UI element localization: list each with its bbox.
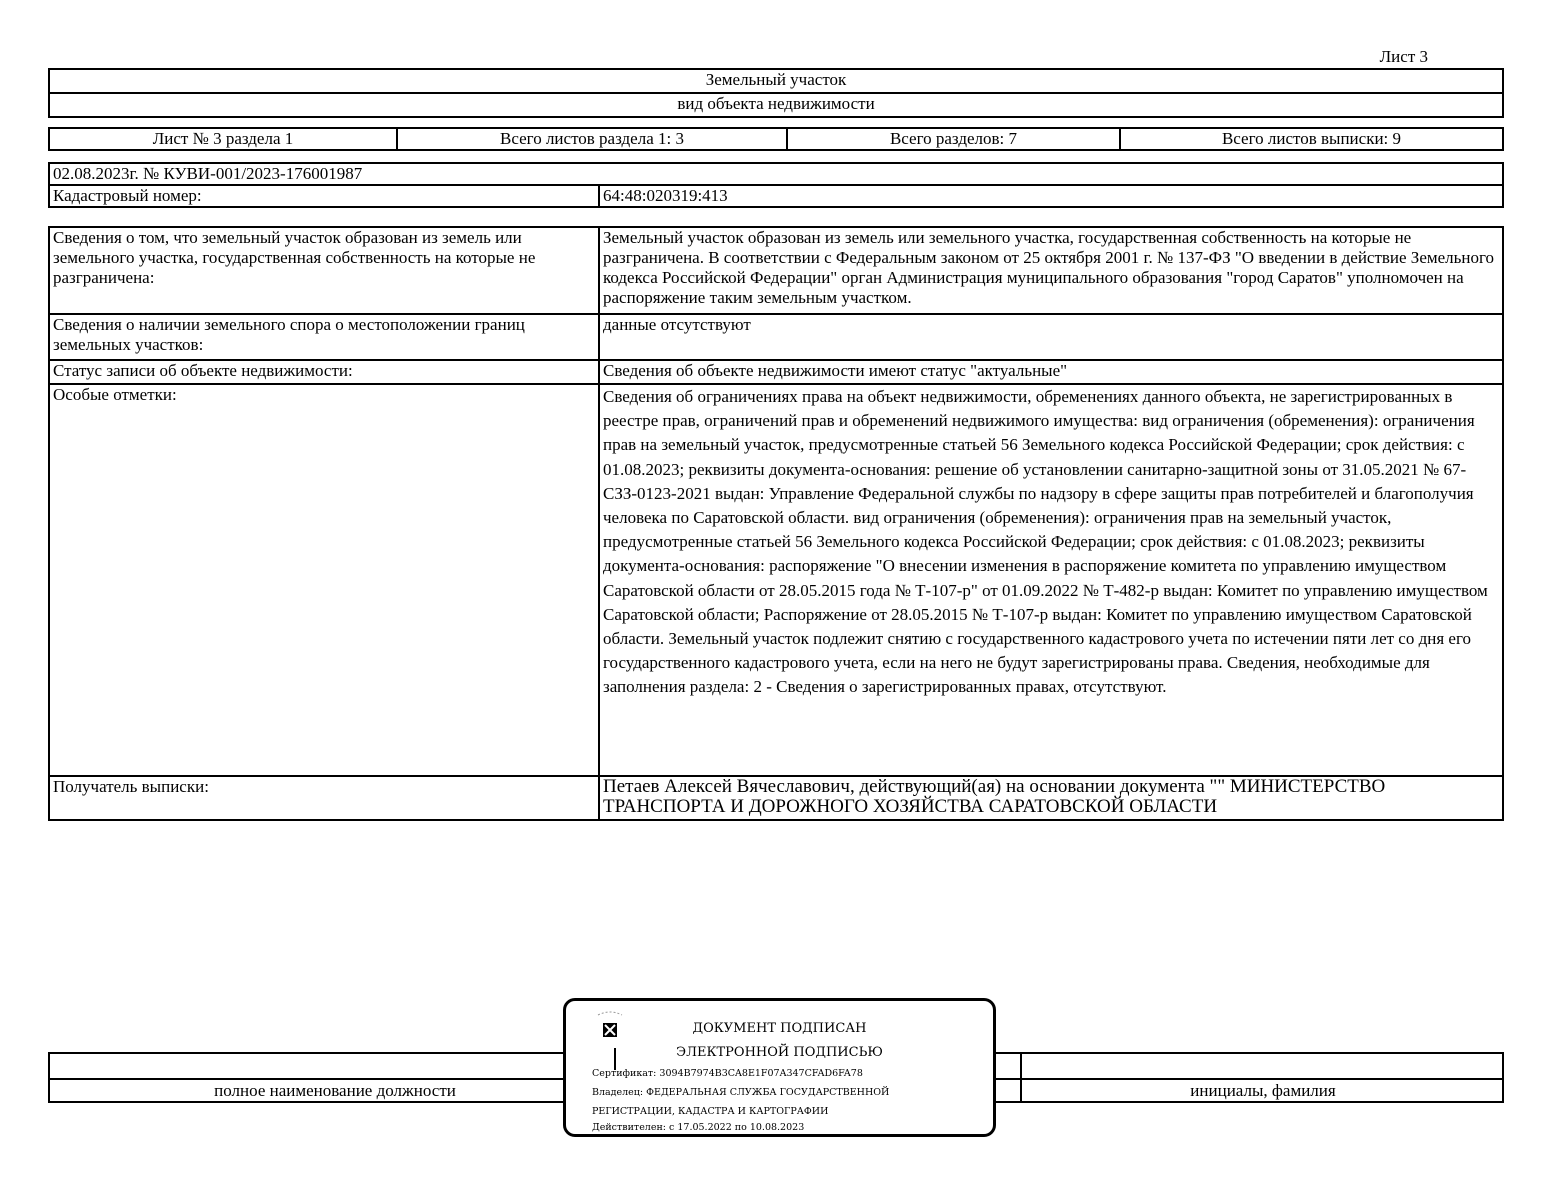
row-value: Земельный участок образован из земель или земельного участка, государственная собственность на которые не разграничена. В соответствии с Федеральным законом от 25 октября 2001 г. № 137-ФЗ "О введении в действие Земельного кодекса Российской Федерации" орган Администрация муниципального образования "город Саратов" уполномочен на распоряжение таким земельным участком. [599, 227, 1503, 314]
object-type-caption: вид объекта недвижимости [677, 94, 875, 113]
sheet-label: Лист 3 [1379, 47, 1428, 66]
row-label: Статус записи об объекте недвижимости: [49, 360, 599, 384]
stamp-certificate: Сертификат: 3094B7974B3CA8E1F07A347CFAD6FA78 [592, 1068, 863, 1079]
total-sheets-extract: Всего листов выписки: 9 [1120, 128, 1503, 150]
special-remarks: Сведения об ограничениях права на объект недвижимости, обременениях данного объекта, не зарегистрированных в реестре прав, ограничений прав и обременений недвижимого имущества: вид ограничения (обременения): ограничения прав на земельный участок, предусмотренные статьей 56 Земельного кодекса Российской Федерации; срок действия: с 01.08.2023; реквизиты документа-основания: решение об установлении санитарно-защитной зоны от 31.05.2021 № 67-СЗЗ-0123-2021 выдан: Управление Федеральной службы по надзору в сфере защиты прав потребителей и благополучия человека по Саратовской области. вид ограничения (обременения): ограничения прав на земельный участок, предусмотренные статьей 56 Земельного кодекса Российской Федерации; срок действия: с 01.08.2023; реквизиты документа-основания: распоряжение "О внесении изменения в распоряжение комитета по управлению имуществом Саратовской области от 28.05.2015 года № Т-107-р" от 01.09.2022 № Т-482-р выдан: Комитет по управлению имуществом Саратовской области; Распоряжение от 28.05.2015 № Т-107-р выдан: Комитет по управлению имуществом Саратовской области. Земельный участок подлежит снятию с государственного кадастрового учета по истечении пяти лет со дня его государственного кадастрового учета, если на него не будут зарегистрированы права. Сведения, необходимые для заполнения раздела: 2 - Сведения о зарегистрированных правах, отсутствуют. [599, 384, 1503, 776]
position-caption: полное наименование должности [214, 1081, 456, 1100]
stamp-owner-line2: РЕГИСТРАЦИИ, КАДАСТРА И КАРТОГРАФИИ [592, 1106, 829, 1117]
table-row [49, 227, 1503, 314]
table-row [49, 360, 1503, 384]
stamp-line1: ДОКУМЕНТ ПОДПИСАН [692, 1021, 867, 1036]
object-type-box [48, 68, 1504, 118]
row-label: Сведения о том, что земельный участок образован из земель или земельного участка, государственная собственность на которые не разграничена: [49, 227, 599, 314]
electronic-signature-stamp [563, 998, 996, 1137]
table-row [49, 776, 1503, 820]
row-label: Сведения о наличии земельного спора о местоположении границ земельных участков: [49, 314, 599, 360]
object-type: Земельный участок [50, 70, 1502, 94]
stamp-valid: Действителен: с 17.05.2022 по 10.08.2023 [592, 1122, 805, 1133]
stamp-owner-line1: Владелец: ФЕДЕРАЛЬНАЯ СЛУЖБА ГОСУДАРСТВЕННОЙ [592, 1087, 890, 1098]
row-label: Особые отметки: [49, 384, 599, 776]
row-value: Сведения об объекте недвижимости имеют статус "актуальные" [599, 360, 1503, 384]
sheet-of-section: Лист № 3 раздела 1 [49, 128, 397, 150]
row-label: Получатель выписки: [49, 776, 599, 820]
cadastral-label: Кадастровый номер: [49, 185, 599, 207]
total-sheets-section: Всего листов раздела 1: 3 [397, 128, 787, 150]
extract-header [48, 162, 1504, 208]
name-caption: инициалы, фамилия [1190, 1081, 1336, 1100]
extract-date-number: 02.08.2023г. № КУВИ-001/2023-176001987 [49, 163, 1503, 185]
stamp-line2: ЭЛЕКТРОННОЙ ПОДПИСЬЮ [676, 1045, 883, 1060]
recipient-value: Петаев Алексей Вячеславович, действующий(ая) на основании документа "" МИНИСТЕРСТВО ТРАНСПОРТА И ДОРОЖНОГО ХОЗЯЙСТВА САРАТОВСКОЙ ОБЛАСТИ [599, 776, 1503, 820]
table-row [49, 384, 1503, 776]
table-row [49, 314, 1503, 360]
total-sections: Всего разделов: 7 [787, 128, 1120, 150]
cadastral-value: 64:48:020319:413 [599, 185, 1503, 207]
sheet-info-row [48, 127, 1504, 151]
row-value: данные отсутствуют [599, 314, 1503, 360]
info-table [48, 226, 1504, 821]
